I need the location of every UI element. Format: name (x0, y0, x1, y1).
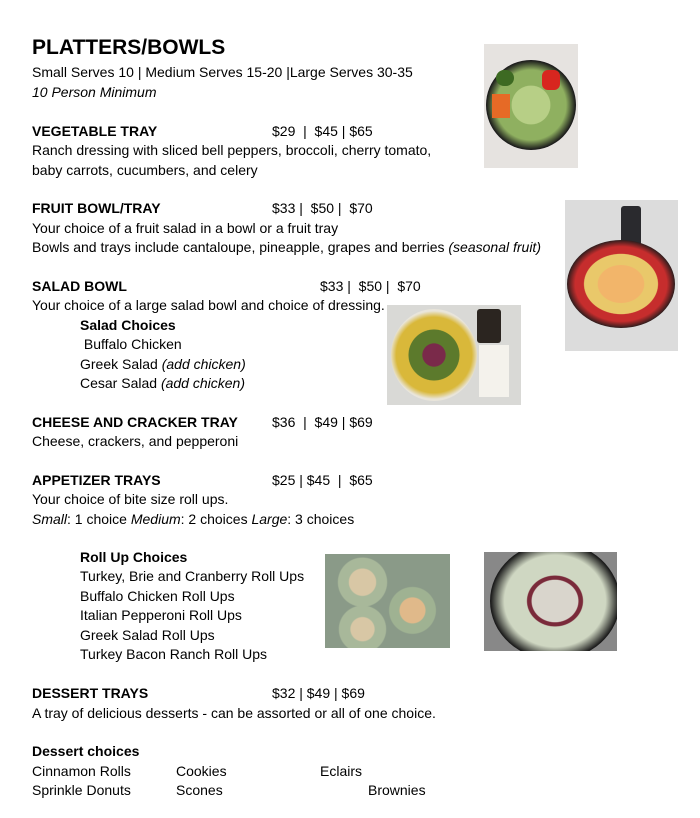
cheese-tray-desc: Cheese, crackers, and pepperoni (32, 433, 239, 449)
salad-choices-heading: Salad Choices (80, 317, 176, 333)
salad-bowl-prices: $33 | $50 | $70 (320, 278, 421, 294)
size-medium: Medium (130, 511, 181, 527)
fruit-tray-photo (565, 200, 678, 351)
appetizer-trays-name: APPETIZER TRAYS (32, 472, 161, 488)
cranberry-roll-ups-photo (484, 552, 617, 651)
roll-up-choice: Turkey, Brie and Cranberry Roll Ups (80, 568, 305, 584)
roll-up-choice: Greek Salad Roll Ups (80, 627, 215, 643)
roll-up-choice: Turkey Bacon Ranch Roll Ups (80, 646, 268, 662)
dessert-trays-desc: A tray of delicious desserts - can be assorted or all of one choice. (32, 705, 436, 721)
dessert-choice: Eclairs (320, 763, 363, 779)
vegetable-tray-name: VEGETABLE TRAY (32, 123, 158, 139)
size-large: Large (251, 511, 288, 527)
dessert-trays-name: DESSERT TRAYS (32, 685, 149, 701)
roll-up-choices-heading: Roll Up Choices (80, 549, 188, 565)
roll-up-choice: Italian Pepperoni Roll Ups (80, 607, 242, 623)
salad-bowl-photo (387, 305, 521, 405)
size-small: Small (32, 511, 68, 527)
salad-choice (80, 374, 245, 392)
salad-choice-note: (add chicken) (161, 356, 246, 372)
salad-choice: Buffalo Chicken (80, 336, 182, 352)
vegetable-tray-desc-2: baby carrots, cucumbers, and celery (32, 162, 258, 178)
salad-choice-label: Cesar Salad (80, 375, 161, 391)
fruit-desc-text: Bowls and trays include cantaloupe, pineapple, grapes and berries (32, 239, 449, 255)
dessert-choice: Brownies (368, 782, 426, 798)
roll-ups-photo (325, 554, 450, 648)
roll-up-choice: Buffalo Chicken Roll Ups (80, 588, 235, 604)
size-medium-text: : 2 choices (180, 511, 252, 527)
cheese-tray-prices: $36 | $49 | $69 (272, 414, 373, 430)
dessert-choices-heading: Dessert choices (32, 743, 140, 759)
appetizer-trays-prices: $25 | $45 | $65 (272, 472, 373, 488)
dessert-choice: Scones (176, 782, 223, 798)
fruit-bowl-name: FRUIT BOWL/TRAY (32, 200, 161, 216)
salad-choice (80, 355, 246, 373)
appetizer-size-choices (32, 510, 354, 528)
salad-bowl-name: SALAD BOWL (32, 278, 127, 294)
size-large-text: : 3 choices (287, 511, 355, 527)
dessert-choice: Sprinkle Donuts (32, 782, 131, 798)
cheese-tray-name: CHEESE AND CRACKER TRAY (32, 414, 238, 430)
dessert-choice: Cinnamon Rolls (32, 763, 131, 779)
fruit-bowl-desc-2 (32, 238, 541, 256)
seasonal-note: (seasonal fruit) (448, 239, 541, 255)
fruit-bowl-desc: Your choice of a fruit salad in a bowl or a fruit tray (32, 220, 339, 236)
vegetable-tray-desc: Ranch dressing with sliced bell peppers, broccoli, cherry tomato, (32, 142, 432, 158)
serving-sizes: Small Serves 10 | Medium Serves 15-20 |Large Serves 30-35 (32, 64, 413, 80)
vegetable-tray-photo (484, 44, 578, 168)
salad-choice-label: Greek Salad (80, 356, 162, 372)
page-title: PLATTERS/BOWLS (32, 36, 226, 59)
vegetable-tray-prices: $29 | $45 | $65 (272, 123, 373, 139)
fruit-bowl-prices: $33 | $50 | $70 (272, 200, 373, 216)
salad-bowl-desc: Your choice of a large salad bowl and choice of dressing. (32, 297, 385, 313)
appetizer-trays-desc: Your choice of bite size roll ups. (32, 491, 229, 507)
minimum-note: 10 Person Minimum (32, 84, 157, 100)
dessert-choice: Cookies (176, 763, 227, 779)
dessert-trays-prices: $32 | $49 | $69 (272, 685, 365, 701)
size-small-text: : 1 choice (67, 511, 131, 527)
salad-choice-note: (add chicken) (160, 375, 245, 391)
